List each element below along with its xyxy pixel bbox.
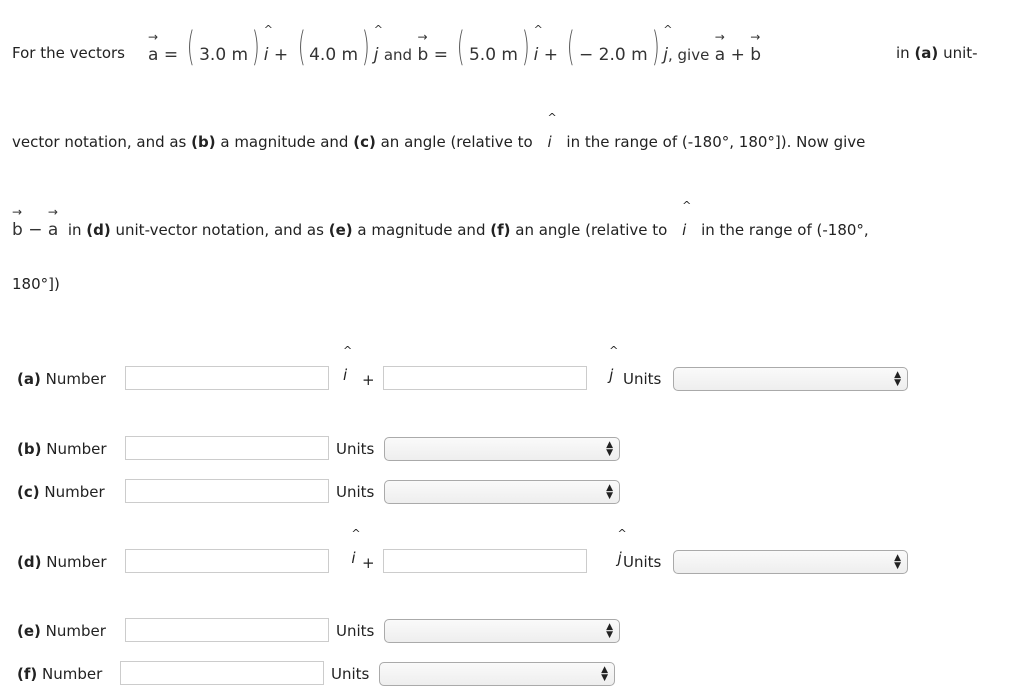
vector-a: → a [48,220,58,240]
i-hat: ^ i [343,366,347,384]
select-arrows-icon: ▲ ▼ [606,440,613,458]
i-component-input[interactable] [125,549,329,573]
i-hat: ^ i [351,549,355,567]
number-input[interactable] [125,479,329,503]
units-select[interactable] [673,367,908,391]
row-label: (a) Number [17,370,106,388]
units-label: Units [336,622,375,640]
select-arrows-icon: ▲ ▼ [894,553,901,571]
equals: = [433,45,448,65]
vector-equations: → a = ( 3.0 m)^ i + ( 4.0 m)^ j and → b = ( 5.0 m)^ i + ( − 2.0 m)^ j, give → a + → b [148,24,761,70]
b-x-value: 5.0 m [468,45,518,65]
i-hat: ^ i [534,45,539,65]
row-label: (d) Number [17,553,107,571]
number-input[interactable] [125,436,329,460]
line3: → b − → a in (d) unit-vector notation, and as (e) a magnitude and (f) an angle (relative to ^ i in the range of (-180°, [12,220,869,240]
i-hat: ^ i [264,45,269,65]
j-hat: ^ j [663,45,668,65]
plus: + [362,371,375,389]
row-label: (c) Number [17,483,105,501]
j-component-input[interactable] [383,549,587,573]
units-select[interactable] [384,437,620,461]
j-hat: ^ j [374,45,379,65]
row-label: (b) Number [17,440,107,458]
select-arrows-icon: ▲ ▼ [601,665,608,683]
units-label: Units [331,665,370,683]
equals: = [163,45,179,65]
plus: + [543,45,558,65]
row-label: (f) Number [17,665,103,683]
i-component-input[interactable] [125,366,329,390]
and-text: and [383,46,413,64]
units-label: Units [336,440,375,458]
a-y-value: 4.0 m [309,45,359,65]
vector-b: → b [12,220,23,240]
units-label: Units [623,553,662,571]
j-hat: ^ j [609,366,613,384]
vector-b: → b [418,45,429,65]
line1-end: in (a) unit- [896,44,978,62]
units-select[interactable] [379,662,615,686]
vector-a: → a [715,45,725,65]
b-y-value: − 2.0 m [578,45,648,65]
line4: 180°]) [12,275,60,293]
units-label: Units [336,483,375,501]
intro-text: For the vectors [12,44,125,62]
vector-b: → b [750,45,761,65]
units-label: Units [623,370,662,388]
give-text: , give [667,46,710,64]
number-input[interactable] [125,618,329,642]
select-arrows-icon: ▲ ▼ [606,483,613,501]
select-arrows-icon: ▲ ▼ [894,370,901,388]
plus: + [273,45,289,65]
units-select[interactable] [384,480,620,504]
plus: + [362,554,375,572]
units-select[interactable] [673,550,908,574]
j-component-input[interactable] [383,366,587,390]
i-hat: ^ i [682,221,686,239]
units-select[interactable] [384,619,620,643]
j-hat: ^ j [618,549,622,567]
select-arrows-icon: ▲ ▼ [606,622,613,640]
vector-a: → a [148,45,158,65]
plus: + [730,45,745,65]
line2: vector notation, and as (b) a magnitude and (c) an angle (relative to ^ i in the range of (-180°, 180°]). Now give [12,133,865,151]
row-label: (e) Number [17,622,106,640]
number-input[interactable] [120,661,324,685]
i-hat: ^ i [547,133,551,151]
a-x-value: 3.0 m [199,45,249,65]
